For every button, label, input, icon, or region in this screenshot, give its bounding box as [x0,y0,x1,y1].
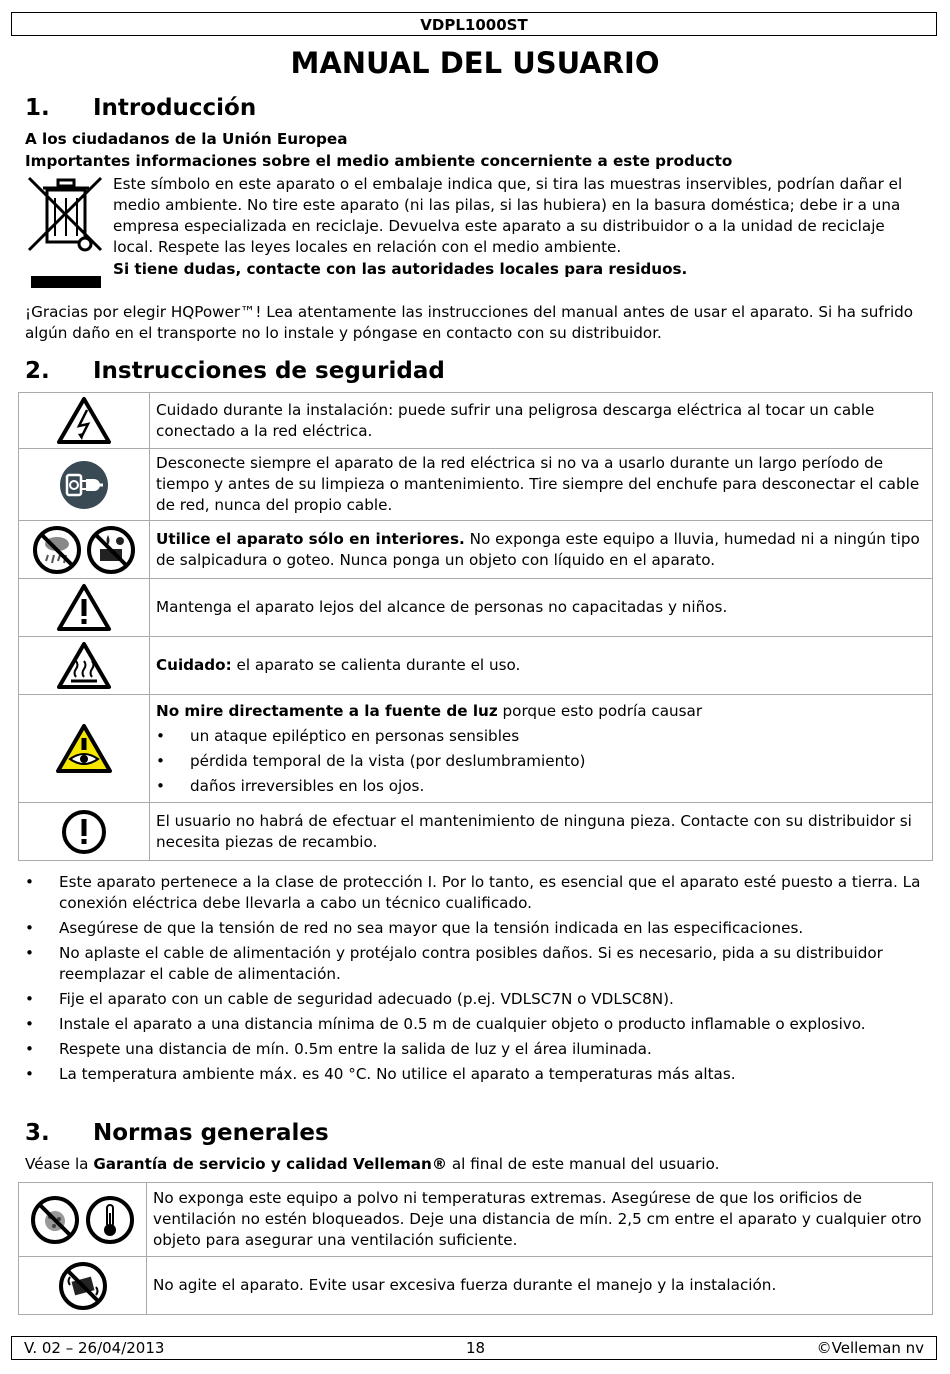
list-item: • un ataque epiléptico en personas sensibles [156,726,926,747]
safety-table [18,392,933,861]
general-warning-icon [19,579,150,637]
list-item: • daños irreversibles en los ojos. [156,776,926,797]
attention-icon [19,803,150,861]
footer-copyright: ©Velleman nv [816,1339,924,1357]
page-title: MANUAL DEL USUARIO [290,46,660,80]
list-item: • Este aparato pertenece a la clase de protección I. Por lo tanto, es esencial que el aparato esté puesto a tierra. La conexión eléctrica debe llevarla a cabo un técnico cualificado. [25,872,927,914]
safety-text-bold: Cuidado: [156,656,232,674]
safety-text-rest: el aparato se calienta durante el uso. [231,656,521,674]
safety-text: El usuario no habrá de efectuar el mantenimiento de ninguna pieza. Contacte con su distribuidor si necesita piezas de recambio. [150,803,933,861]
safety-text: No exponga este equipo a polvo ni temperaturas extremas. Asegúrese de que los orificios de ventilación no estén bloqueados. Deje una distancia de mín. 2,5 cm entre el aparato y cualquier otro objeto para asegurar una ventilación suficiente. [147,1183,933,1257]
safety-bullet-list [25,872,927,1089]
list-item: • Fije el aparato con un cable de seguridad adecuado (p.ej. VDLSC7N o VDLSC8N). [25,989,927,1010]
list-item: • Asegúrese de que la tensión de red no sea mayor que la tensión indicada en las especificaciones. [25,918,927,939]
safety-text: Mantenga el aparato lejos del alcance de personas no capacitadas y niños. [150,579,933,637]
footer-page-number: 18 [466,1339,486,1357]
safety-row [19,393,933,449]
safety-row [19,521,933,579]
safety-text [150,637,933,695]
no-dust-no-temperature-icon [19,1183,147,1257]
list-item: • La temperatura ambiente máx. es 40 °C. No utilice el aparato a temperaturas más altas. [25,1064,927,1085]
page-header-model: VDPL1000ST [11,12,937,36]
weee-notice [113,174,925,280]
environment-subheading: Importantes informaciones sobre el medio ambiente concerniente a este producto [25,152,733,170]
safety-text [150,521,933,579]
list-item: • Instale el aparato a una distancia mínima de 0.5 m de cualquier objeto o producto inflamable o explosivo. [25,1014,927,1035]
safety-row [19,637,933,695]
section-number: 3. [25,1120,50,1146]
hot-surface-icon [19,637,150,695]
safety-text-bold: Utilice el aparato sólo en interiores. [156,529,465,548]
safety-text [150,695,933,803]
safety-row [19,449,933,521]
warranty-reference-bold: Garantía de servicio y calidad Velleman® [93,1155,448,1173]
safety-text-bold: No mire directamente a la fuente de luz [156,701,498,720]
weee-notice-contact: Si tiene dudas, contacte con las autoridades locales para residuos. [113,260,688,278]
warranty-reference-pre: Véase la [25,1155,94,1173]
section-number: 2. [25,358,50,384]
unplug-icon [19,449,150,521]
section-1-heading [25,94,256,122]
section-title: Instrucciones de seguridad [93,358,445,384]
footer-version: V. 02 – 26/04/2013 [24,1339,165,1357]
eye-hazard-icon [19,695,150,803]
section-title: Introducción [93,95,257,121]
no-rain-no-liquid-icon [19,521,150,579]
section-title: Normas generales [93,1120,329,1146]
no-shaking-icon [19,1257,147,1315]
safety-text-rest: porque esto podría causar [497,701,703,720]
safety-row [19,579,933,637]
warranty-reference [25,1154,925,1175]
weee-notice-text: Este símbolo en este aparato o el embalaje indica que, si tira las muestras inservibles, podrían dañar el medio ambiente. No tire este aparato (ni las pilas, si las hubiera) en la basura doméstica; debe ir a una empresa especializada en reciclaje. Devuelva este aparato a su distribuidor o a la unidad de reciclaje local. Respete las leyes locales en relación con el medio ambiente. [113,175,903,256]
safety-text: Desconecte siempre el aparato de la red eléctrica si no va a usarlo durante un largo período de tiempo y antes de su limpieza o mantenimiento. Tire siempre del enchufe para desconectar el cable de red, nunca del propio cable. [150,449,933,521]
general-rules-table [18,1182,933,1315]
thanks-paragraph: ¡Gracias por elegir HQPower™! Lea atentamente las instrucciones del manual antes de usar el aparato. Si ha sufrido algún daño en el transporte no lo instale y póngase en contacto con su distribuidor. [25,303,914,342]
safety-row [19,695,933,803]
weee-bin-icon [25,172,105,290]
page-footer [11,1336,937,1360]
safety-text: Cuidado durante la instalación: puede sufrir una peligrosa descarga eléctrica al tocar un cable conectado a la red eléctrica. [150,393,933,449]
safety-text-rest: No exponga este equipo a lluvia, humedad ni a ningún tipo de salpicadura o goteo. Nunca ponga un objeto con líquido en el aparato. [156,529,920,569]
safety-row [19,1183,933,1257]
electric-shock-warning-icon [19,393,150,449]
eu-citizens-subheading: A los ciudadanos de la Unión Europea [25,130,348,148]
safety-row [19,1257,933,1315]
eye-hazard-list [156,726,926,797]
warranty-reference-post: al final de este manual del usuario. [447,1155,720,1173]
section-3-heading [25,1119,329,1147]
section-2-heading [25,357,445,385]
list-item: • pérdida temporal de la vista (por deslumbramiento) [156,751,926,772]
list-item: • Respete una distancia de mín. 0.5m entre la salida de luz y el área iluminada. [25,1039,927,1060]
section-number: 1. [25,95,50,121]
list-item: • No aplaste el cable de alimentación y protéjalo contra posibles daños. Si es necesario, pida a su distribuidor reemplazar el cable de alimentación. [25,943,927,985]
safety-text: No agite el aparato. Evite usar excesiva fuerza durante el manejo y la instalación. [147,1257,933,1315]
safety-row [19,803,933,861]
